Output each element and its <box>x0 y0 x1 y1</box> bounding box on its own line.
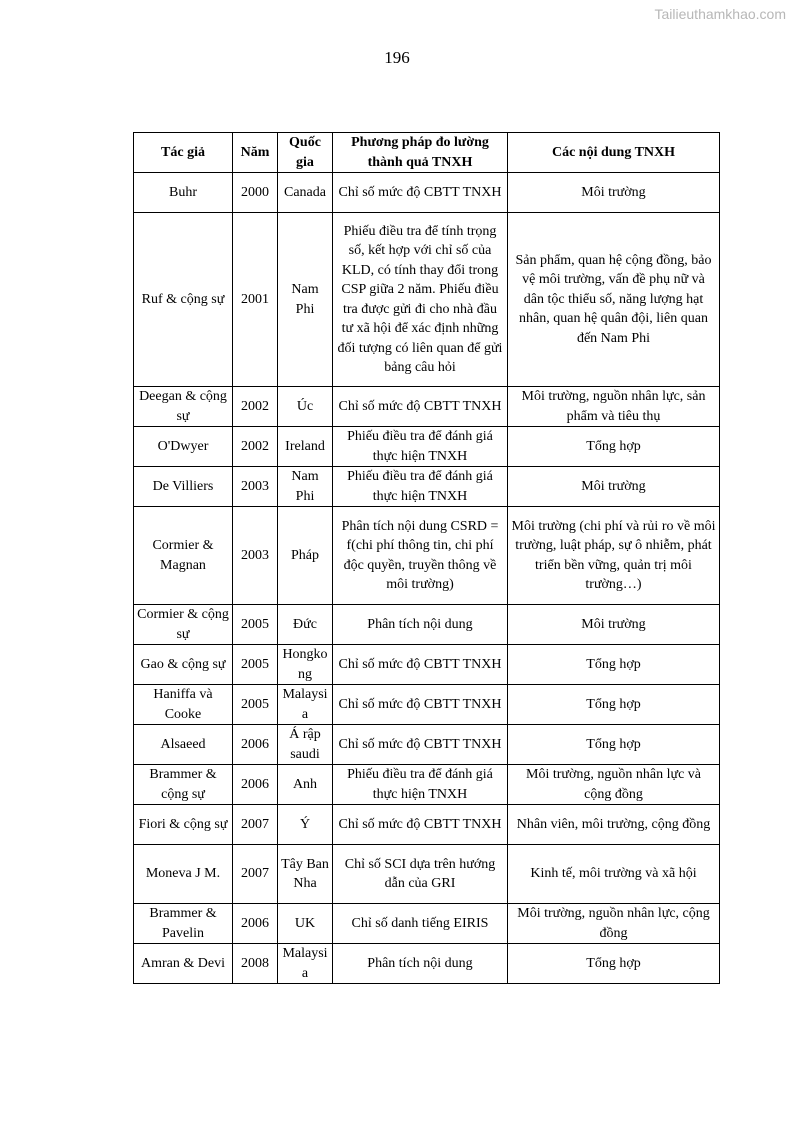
cell-method: Chỉ số mức độ CBTT TNXH <box>333 645 508 685</box>
cell-country: Nam Phi <box>278 467 333 507</box>
cell-author: Deegan & cộng sự <box>134 387 233 427</box>
table-row <box>134 605 720 645</box>
cell-content: Môi trường, nguồn nhân lực, sản phẩm và tiêu thụ <box>508 387 720 427</box>
page-number: 196 <box>384 48 410 67</box>
cell-content: Tổng hợp <box>508 645 720 685</box>
cell-country: Đức <box>278 605 333 645</box>
cell-country: Malaysia <box>278 685 333 725</box>
cell-author: Amran & Devi <box>134 944 233 984</box>
cell-year: 2002 <box>233 387 278 427</box>
cell-content: Tổng hợp <box>508 427 720 467</box>
cell-author: Ruf & cộng sự <box>134 213 233 387</box>
cell-method: Chỉ số danh tiếng EIRIS <box>333 904 508 944</box>
table-row <box>134 507 720 605</box>
cell-method: Chỉ số mức độ CBTT TNXH <box>333 685 508 725</box>
cell-country: Anh <box>278 765 333 805</box>
table-header-row <box>134 133 720 173</box>
cell-author: Haniffa và Cooke <box>134 685 233 725</box>
watermark: Tailieuthamkhao.com <box>654 6 786 22</box>
cell-year: 2000 <box>233 173 278 213</box>
table-row <box>134 944 720 984</box>
cell-content: Kinh tế, môi trường và xã hội <box>508 845 720 904</box>
cell-content: Sản phẩm, quan hệ cộng đồng, bảo vệ môi trường, vấn đề phụ nữ và dân tộc thiểu số, năng lượng hạt nhân, quan hệ quân đội, liên quan đến Nam Phi <box>508 213 720 387</box>
header-country: Quốc gia <box>278 133 333 173</box>
table-row <box>134 725 720 765</box>
table-row <box>134 467 720 507</box>
cell-year: 2007 <box>233 805 278 845</box>
cell-author: Cormier & cộng sự <box>134 605 233 645</box>
cell-author: Moneva J M. <box>134 845 233 904</box>
cell-year: 2001 <box>233 213 278 387</box>
table-row <box>134 904 720 944</box>
cell-method: Chỉ số SCI dựa trên hướng dẫn của GRI <box>333 845 508 904</box>
cell-author: Cormier & Magnan <box>134 507 233 605</box>
cell-method: Phiếu điều tra để đánh giá thực hiện TNXH <box>333 467 508 507</box>
cell-year: 2005 <box>233 685 278 725</box>
research-table <box>133 132 720 984</box>
cell-year: 2003 <box>233 467 278 507</box>
cell-author: De Villiers <box>134 467 233 507</box>
table-row <box>134 427 720 467</box>
cell-country: Úc <box>278 387 333 427</box>
cell-author: Buhr <box>134 173 233 213</box>
cell-content: Môi trường <box>508 173 720 213</box>
cell-content: Tổng hợp <box>508 944 720 984</box>
cell-author: O'Dwyer <box>134 427 233 467</box>
header-method: Phương pháp đo lường thành quả TNXH <box>333 133 508 173</box>
cell-method: Phân tích nội dung CSRD = f(chi phí thông tin, chi phí độc quyền, truyền thông về môi trường) <box>333 507 508 605</box>
table-row <box>134 845 720 904</box>
cell-method: Chỉ số mức độ CBTT TNXH <box>333 173 508 213</box>
cell-content: Nhân viên, môi trường, cộng đồng <box>508 805 720 845</box>
table-row <box>134 805 720 845</box>
table-row <box>134 765 720 805</box>
cell-year: 2008 <box>233 944 278 984</box>
cell-content: Môi trường, nguồn nhân lực, cộng đồng <box>508 904 720 944</box>
cell-country: Ireland <box>278 427 333 467</box>
cell-method: Phiếu điều tra để đánh giá thực hiện TNXH <box>333 427 508 467</box>
header-year: Năm <box>233 133 278 173</box>
cell-content: Môi trường <box>508 467 720 507</box>
cell-content: Tổng hợp <box>508 685 720 725</box>
cell-author: Brammer & cộng sự <box>134 765 233 805</box>
cell-country: Nam Phi <box>278 213 333 387</box>
table-row <box>134 685 720 725</box>
cell-year: 2006 <box>233 765 278 805</box>
cell-country: Malaysia <box>278 944 333 984</box>
header-author: Tác giả <box>134 133 233 173</box>
cell-method: Phiếu điều tra để tính trọng số, kết hợp với chỉ số của KLD, có tính thay đổi trong CSP giữa 2 năm. Phiếu điều tra được gửi đi cho nhà đầu tư xã hội để xác định những đối tượng có liên quan để gửi bảng câu hỏi <box>333 213 508 387</box>
header-content: Các nội dung TNXH <box>508 133 720 173</box>
cell-country: Pháp <box>278 507 333 605</box>
cell-content: Môi trường, nguồn nhân lực và cộng đồng <box>508 765 720 805</box>
cell-content: Tổng hợp <box>508 725 720 765</box>
cell-method: Phiếu điều tra để đánh giá thực hiện TNXH <box>333 765 508 805</box>
cell-year: 2003 <box>233 507 278 605</box>
cell-country: UK <box>278 904 333 944</box>
cell-method: Chỉ số mức độ CBTT TNXH <box>333 725 508 765</box>
cell-country: Hongkong <box>278 645 333 685</box>
table-row <box>134 645 720 685</box>
cell-content: Môi trường <box>508 605 720 645</box>
cell-method: Chỉ số mức độ CBTT TNXH <box>333 805 508 845</box>
cell-country: Á rập saudi <box>278 725 333 765</box>
table-row <box>134 173 720 213</box>
cell-content: Môi trường (chi phí và rủi ro về môi trường, luật pháp, sự ô nhiễm, phát triển bền vững, quản trị môi trường…) <box>508 507 720 605</box>
table-row <box>134 387 720 427</box>
cell-author: Fiori & cộng sự <box>134 805 233 845</box>
cell-country: Ý <box>278 805 333 845</box>
cell-country: Canada <box>278 173 333 213</box>
cell-method: Phân tích nội dung <box>333 605 508 645</box>
cell-year: 2006 <box>233 725 278 765</box>
cell-year: 2005 <box>233 645 278 685</box>
cell-country: Tây Ban Nha <box>278 845 333 904</box>
cell-year: 2006 <box>233 904 278 944</box>
cell-year: 2002 <box>233 427 278 467</box>
cell-author: Alsaeed <box>134 725 233 765</box>
cell-year: 2007 <box>233 845 278 904</box>
cell-author: Gao & cộng sự <box>134 645 233 685</box>
cell-method: Chỉ số mức độ CBTT TNXH <box>333 387 508 427</box>
table-row <box>134 213 720 387</box>
cell-method: Phân tích nội dung <box>333 944 508 984</box>
cell-author: Brammer & Pavelin <box>134 904 233 944</box>
cell-year: 2005 <box>233 605 278 645</box>
